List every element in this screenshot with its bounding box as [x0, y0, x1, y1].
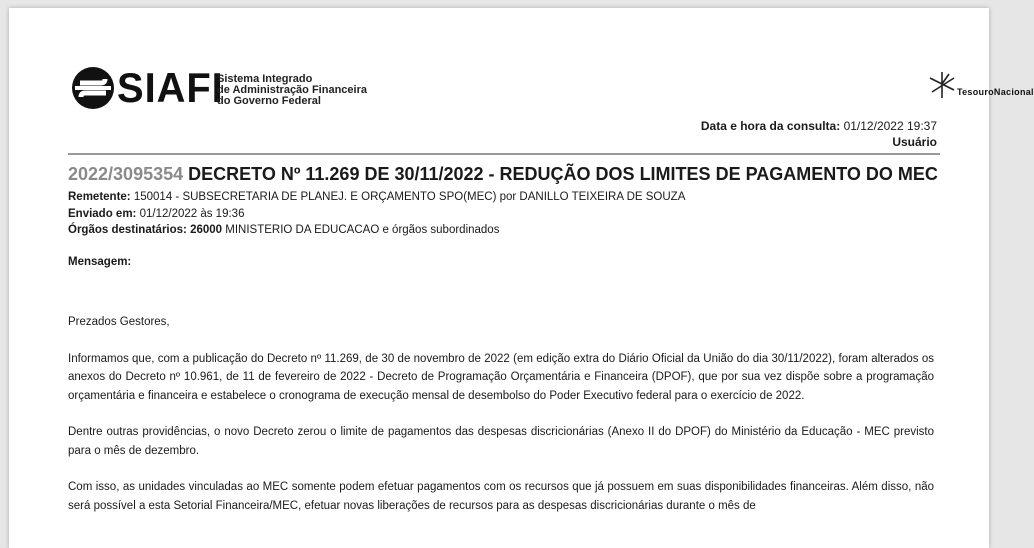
- consulta-label: Data e hora da consulta:: [700, 119, 841, 133]
- document-metadata: [68, 189, 685, 239]
- document-title: [68, 164, 938, 185]
- remetente-value: 150014 - SUBSECRETARIA DE PLANEJ. E ORÇAMENTO SPO(MEC) por DANILLO TEIXEIRA DE SOUZA: [133, 191, 686, 203]
- enviado-value: 01/12/2022 às 19:36: [139, 207, 245, 220]
- mensagem-label: Mensagem:: [68, 256, 132, 268]
- siafi-logo-text: SIAFI: [117, 64, 224, 111]
- title-text: DECRETO Nº 11.269 DE 30/11/2022 - REDUÇÃO DOS LIMITES DE PAGAMENTO DO MEC: [188, 164, 938, 184]
- message-body: [68, 313, 934, 533]
- orgaos-value: MINISTERIO DA EDUCACAO e órgãos subordinados: [225, 224, 500, 236]
- paragraph-1: Informamos que, com a publicação do Decreto nº 11.269, de 30 de novembro de 2022 (em edição extra do Diário Oficial da União do dia 30/11/2022), foram alterados os anexos do Decreto nº 10.961, de 11 de fevereiro de 2022 - Decreto de Programação Orçamentária e Financeira (DPOF), que por sua vez dispõe sobre a programação orçamentária e financeira e estabelece o cronograma de execução mensal de desembolso do Poder Executivo federal para o exercício de 2022.: [68, 352, 934, 402]
- document-page: [9, 8, 1034, 548]
- paragraph-greeting: Prezados Gestores,: [68, 316, 170, 328]
- header-divider: [68, 153, 940, 155]
- tesouro-nacional-text: TesouroNacional: [957, 87, 1034, 97]
- consulta-value: 01/12/2022 19:37: [843, 119, 937, 133]
- paragraph-3: Com isso, as unidades vinculadas ao MEC somente podem efetuar pagamentos com os recursos que já possuem em suas disponibilidades financeiras. Além disso, não será possível a esta Setorial Financeira/MEC, efetuar novas liberações de recursos para as despesas discricionárias durante o mês de: [68, 481, 934, 512]
- siafi-logo-icon: [71, 66, 115, 110]
- consulta-info: [701, 118, 937, 150]
- usuario-label: Usuário: [892, 135, 937, 149]
- tesouro-star-icon: [927, 70, 957, 100]
- system-name: Sistema Integrado de Administração Financeira do Governo Federal: [217, 73, 367, 107]
- orgaos-code: 26000: [190, 224, 223, 236]
- remetente-label: Remetente:: [68, 191, 131, 203]
- orgaos-label: Órgãos destinatários:: [68, 224, 187, 236]
- paragraph-2: Dentre outras providências, o novo Decreto zerou o limite de pagamentos das despesas discricionárias (Anexo II do DPOF) do Ministério da Educação - MEC previsto para o mês de dezembro.: [68, 426, 934, 457]
- process-number: 2022/3095354: [68, 164, 184, 184]
- enviado-label: Enviado em:: [68, 207, 137, 220]
